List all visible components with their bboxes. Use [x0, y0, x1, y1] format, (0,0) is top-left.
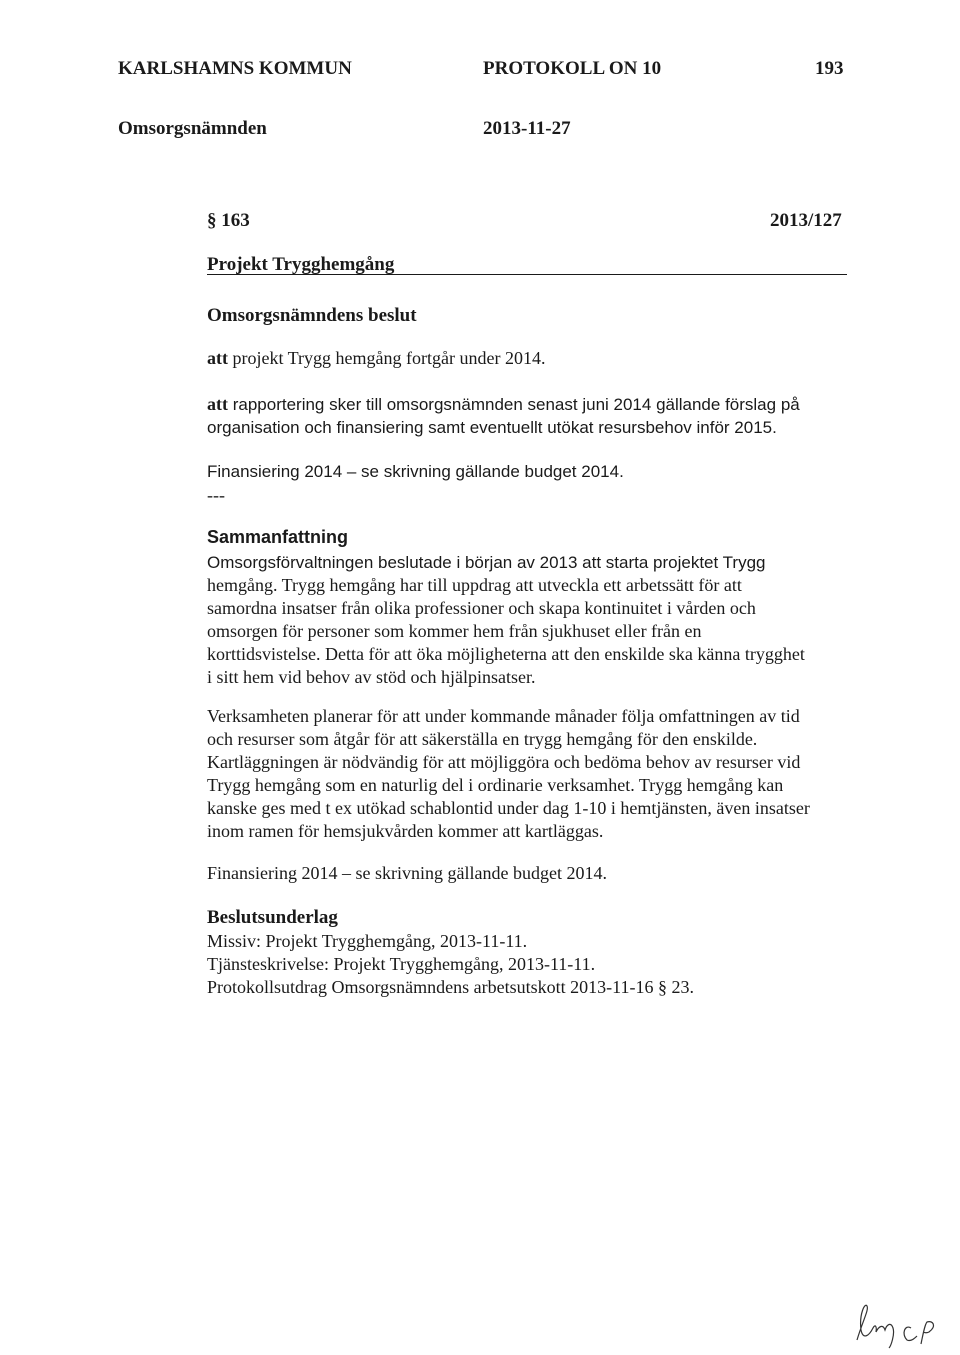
- decision-heading: Omsorgsnämndens beslut: [207, 305, 417, 326]
- att-label: att: [207, 394, 228, 414]
- summary-financing: Finansiering 2014 – se skrivning gällande budget 2014.: [207, 863, 607, 883]
- basis-heading: Beslutsunderlag: [207, 907, 338, 928]
- att-label: att: [207, 348, 228, 368]
- summary-line: korttidsvistelse. Detta för att öka möjligheterna att den enskilde ska känna trygghet: [207, 644, 805, 664]
- case-number: 2013/127: [770, 210, 842, 231]
- decision-item-2-line: rapportering sker till omsorgsnämnden senast juni 2014 gällande förslag på: [228, 395, 800, 414]
- basis-list: [207, 930, 857, 999]
- basis-item: Protokollsutdrag Omsorgsnämndens arbetsutskott 2013-11-16 § 23.: [207, 977, 694, 997]
- summary-heading: Sammanfattning: [207, 527, 349, 547]
- summary-line: i sitt hem vid behov av stöd och hjälpinsatser.: [207, 667, 536, 687]
- summary-paragraph-1: [207, 551, 857, 689]
- title-underline: [207, 274, 847, 275]
- summary-line: Verksamheten planerar för att under kommande månader följa omfattningen av tid: [207, 706, 800, 726]
- basis-item: Missiv: Projekt Trygghemgång, 2013-11-11.: [207, 931, 528, 951]
- summary-line: omsorgen för personer som kommer hem från sjukhuset eller från en: [207, 621, 702, 641]
- summary-line: Omsorgsförvaltningen beslutade i början av 2013 att starta projektet Trygg: [207, 553, 766, 572]
- decision-item-2: [207, 393, 857, 439]
- protocol-number: PROTOKOLL ON 10: [483, 58, 662, 79]
- meeting-date: 2013-11-27: [483, 118, 571, 139]
- decision-financing: Finansiering 2014 – se skrivning gällande budget 2014.: [207, 462, 624, 481]
- board-name: Omsorgsnämnden: [118, 118, 267, 139]
- signature-initials: [845, 1300, 945, 1350]
- summary-line: kanske ges med t ex utökad schablontid under dag 1-10 i hemtjänsten, även insatser: [207, 798, 810, 818]
- summary-paragraph-2: [207, 705, 857, 843]
- summary-line: och resurser som åtgår för att säkerställa en trygg hemgång för den enskilde.: [207, 729, 758, 749]
- summary-line: hemgång. Trygg hemgång har till uppdrag att utveckla ett arbetssätt för att: [207, 575, 742, 595]
- page-number: 193: [815, 58, 844, 79]
- summary-line: inom ramen för hemsjukvården kommer att kartläggas.: [207, 821, 604, 841]
- summary-line: Trygg hemgång som en naturlig del i ordinarie verksamhet. Trygg hemgång kan: [207, 775, 784, 795]
- separator: ---: [207, 485, 225, 505]
- section-title: Projekt Trygghemgång: [207, 254, 395, 275]
- basis-item: Tjänsteskrivelse: Projekt Trygghemgång, 2013-11-11.: [207, 954, 596, 974]
- summary-line: Kartläggningen är nödvändig för att möjliggöra och bedöma behov av resurser vid: [207, 752, 801, 772]
- summary-line: samordna insatser från olika professioner och skapa kontinuitet i vården och: [207, 598, 756, 618]
- decision-item-1: [207, 347, 545, 370]
- municipality-name: KARLSHAMNS KOMMUN: [118, 58, 352, 79]
- decision-item-1-text: projekt Trygg hemgång fortgår under 2014.: [228, 348, 546, 368]
- decision-item-2-line: organisation och finansiering samt eventuellt utökat resursbehov inför 2015.: [207, 418, 777, 437]
- section-paragraph: § 163: [207, 210, 250, 231]
